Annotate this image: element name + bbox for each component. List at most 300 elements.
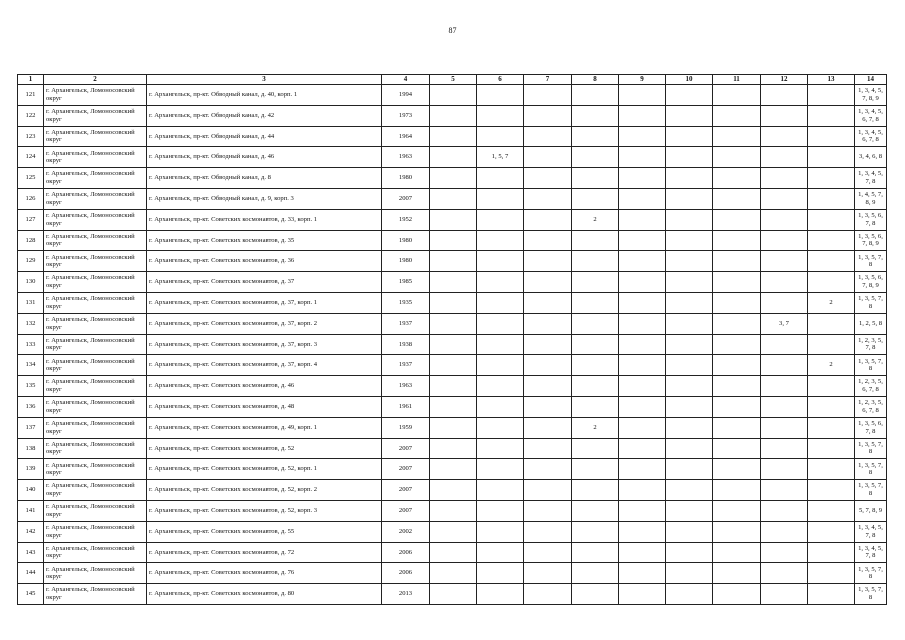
table-row: [18, 521, 887, 542]
col6-cell: [477, 584, 524, 605]
col14-cell: 1, 2, 3, 5, 6, 7, 8: [855, 396, 887, 417]
table-row: [18, 85, 887, 106]
col14-cell: 1, 3, 4, 5, 7, 8: [855, 168, 887, 189]
col5-cell: [430, 313, 477, 334]
row-number-cell: 129: [18, 251, 44, 272]
col14-cell: 1, 3, 4, 5, 7, 8: [855, 521, 887, 542]
address-cell: г. Архангельск, пр-кт. Обводный канал, д. 8: [147, 168, 382, 189]
col8-cell: [572, 292, 619, 313]
col6-cell: [477, 126, 524, 147]
column-header: 4: [382, 75, 430, 85]
column-header: 8: [572, 75, 619, 85]
col10-cell: [666, 230, 713, 251]
col5-cell: [430, 355, 477, 376]
col13-cell: [808, 584, 855, 605]
address-cell: г. Архангельск, пр-кт. Советских космонавтов, д. 52, корп. 1: [147, 459, 382, 480]
col6-cell: [477, 251, 524, 272]
column-header: 13: [808, 75, 855, 85]
col13-cell: [808, 438, 855, 459]
col8-cell: [572, 272, 619, 293]
col9-cell: [619, 500, 666, 521]
address-cell: г. Архангельск, пр-кт. Советских космонавтов, д. 35: [147, 230, 382, 251]
col6-cell: [477, 542, 524, 563]
col11-cell: [713, 313, 761, 334]
address-cell: г. Архангельск, пр-кт. Советских космонавтов, д. 52, корп. 2: [147, 480, 382, 501]
col10-cell: [666, 542, 713, 563]
row-number-cell: 133: [18, 334, 44, 355]
col11-cell: [713, 105, 761, 126]
col11-cell: [713, 168, 761, 189]
row-number-cell: 132: [18, 313, 44, 334]
col9-cell: [619, 334, 666, 355]
col10-cell: [666, 334, 713, 355]
col8-cell: [572, 188, 619, 209]
column-header: 1: [18, 75, 44, 85]
address-cell: г. Архангельск, пр-кт. Советских космонавтов, д. 55: [147, 521, 382, 542]
year-cell: 1980: [382, 230, 430, 251]
row-number-cell: 127: [18, 209, 44, 230]
col5-cell: [430, 105, 477, 126]
col5-cell: [430, 438, 477, 459]
table-row: [18, 584, 887, 605]
col8-cell: [572, 459, 619, 480]
col13-cell: [808, 459, 855, 480]
column-header: 2: [44, 75, 147, 85]
address-cell: г. Архангельск, пр-кт. Обводный канал, д. 44: [147, 126, 382, 147]
row-number-cell: 138: [18, 438, 44, 459]
row-number-cell: 134: [18, 355, 44, 376]
col13-cell: [808, 85, 855, 106]
col8-cell: [572, 396, 619, 417]
row-number-cell: 123: [18, 126, 44, 147]
col7-cell: [524, 584, 572, 605]
col8-cell: [572, 147, 619, 168]
col5-cell: [430, 168, 477, 189]
col6-cell: [477, 480, 524, 501]
col13-cell: [808, 521, 855, 542]
col8-cell: [572, 500, 619, 521]
district-cell: г. Архангельск, Ломоносовский округ: [44, 396, 147, 417]
col7-cell: [524, 355, 572, 376]
col10-cell: [666, 251, 713, 272]
column-header: 6: [477, 75, 524, 85]
year-cell: 1952: [382, 209, 430, 230]
col12-cell: [761, 480, 808, 501]
col13-cell: [808, 334, 855, 355]
col9-cell: [619, 376, 666, 397]
col9-cell: [619, 584, 666, 605]
district-cell: г. Архангельск, Ломоносовский округ: [44, 147, 147, 168]
col12-cell: [761, 334, 808, 355]
col5-cell: [430, 147, 477, 168]
table-row: [18, 396, 887, 417]
table-body: [18, 85, 887, 605]
col8-cell: [572, 355, 619, 376]
table-row: [18, 188, 887, 209]
col12-cell: [761, 126, 808, 147]
col10-cell: [666, 438, 713, 459]
year-cell: 2006: [382, 563, 430, 584]
col7-cell: [524, 168, 572, 189]
col12-cell: [761, 376, 808, 397]
col12-cell: [761, 85, 808, 106]
col14-cell: 1, 3, 4, 5, 6, 7, 8: [855, 126, 887, 147]
col12-cell: [761, 188, 808, 209]
col12-cell: [761, 417, 808, 438]
col8-cell: [572, 376, 619, 397]
column-header: 9: [619, 75, 666, 85]
district-cell: г. Архангельск, Ломоносовский округ: [44, 230, 147, 251]
col5-cell: [430, 584, 477, 605]
col7-cell: [524, 105, 572, 126]
page-number: 87: [448, 26, 457, 35]
col14-cell: 1, 3, 5, 7, 8: [855, 251, 887, 272]
col5-cell: [430, 334, 477, 355]
col10-cell: [666, 355, 713, 376]
col12-cell: [761, 459, 808, 480]
column-header: 14: [855, 75, 887, 85]
year-cell: 2007: [382, 480, 430, 501]
address-cell: г. Архангельск, пр-кт. Советских космонавтов, д. 52, корп. 3: [147, 500, 382, 521]
row-number-cell: 137: [18, 417, 44, 438]
address-cell: г. Архангельск, пр-кт. Обводный канал, д. 46: [147, 147, 382, 168]
row-number-cell: 145: [18, 584, 44, 605]
year-cell: 1994: [382, 85, 430, 106]
col12-cell: [761, 396, 808, 417]
col14-cell: 1, 3, 4, 5, 7, 8, 9: [855, 85, 887, 106]
col9-cell: [619, 521, 666, 542]
col11-cell: [713, 459, 761, 480]
col13-cell: [808, 376, 855, 397]
col10-cell: [666, 292, 713, 313]
district-cell: г. Архангельск, Ломоносовский округ: [44, 417, 147, 438]
col6-cell: [477, 105, 524, 126]
col9-cell: [619, 230, 666, 251]
col7-cell: [524, 230, 572, 251]
col14-cell: 1, 2, 3, 5, 7, 8: [855, 334, 887, 355]
col12-cell: [761, 105, 808, 126]
col10-cell: [666, 85, 713, 106]
col14-cell: 1, 3, 5, 7, 8: [855, 480, 887, 501]
col12-cell: [761, 355, 808, 376]
year-cell: 1980: [382, 251, 430, 272]
col12-cell: [761, 563, 808, 584]
col9-cell: [619, 459, 666, 480]
col7-cell: [524, 376, 572, 397]
col11-cell: [713, 334, 761, 355]
year-cell: 1973: [382, 105, 430, 126]
col10-cell: [666, 521, 713, 542]
address-cell: г. Архангельск, пр-кт. Советских космонавтов, д. 36: [147, 251, 382, 272]
col8-cell: [572, 85, 619, 106]
col6-cell: [477, 355, 524, 376]
col11-cell: [713, 230, 761, 251]
year-cell: 1964: [382, 126, 430, 147]
col7-cell: [524, 272, 572, 293]
col12-cell: 3, 7: [761, 313, 808, 334]
col5-cell: [430, 188, 477, 209]
col6-cell: [477, 500, 524, 521]
col12-cell: [761, 292, 808, 313]
col13-cell: [808, 188, 855, 209]
table-row: [18, 334, 887, 355]
col8-cell: [572, 542, 619, 563]
col14-cell: 3, 4, 6, 8: [855, 147, 887, 168]
col10-cell: [666, 417, 713, 438]
district-cell: г. Архангельск, Ломоносовский округ: [44, 272, 147, 293]
district-cell: г. Архангельск, Ломоносовский округ: [44, 438, 147, 459]
register-table: [17, 74, 887, 605]
col7-cell: [524, 334, 572, 355]
col13-cell: [808, 105, 855, 126]
table-row: [18, 480, 887, 501]
col6-cell: [477, 334, 524, 355]
col14-cell: 1, 3, 5, 6, 7, 8: [855, 417, 887, 438]
col8-cell: [572, 251, 619, 272]
col8-cell: 2: [572, 417, 619, 438]
district-cell: г. Архангельск, Ломоносовский округ: [44, 251, 147, 272]
col12-cell: [761, 251, 808, 272]
row-number-cell: 135: [18, 376, 44, 397]
col9-cell: [619, 438, 666, 459]
col9-cell: [619, 355, 666, 376]
col5-cell: [430, 376, 477, 397]
col9-cell: [619, 292, 666, 313]
row-number-cell: 131: [18, 292, 44, 313]
address-cell: г. Архангельск, пр-кт. Советских космонавтов, д. 37: [147, 272, 382, 293]
table-row: [18, 251, 887, 272]
col6-cell: [477, 188, 524, 209]
col14-cell: 1, 3, 4, 5, 6, 7, 8: [855, 105, 887, 126]
col9-cell: [619, 168, 666, 189]
col14-cell: 1, 4, 5, 7, 8, 9: [855, 188, 887, 209]
district-cell: г. Архангельск, Ломоносовский округ: [44, 313, 147, 334]
col13-cell: [808, 563, 855, 584]
table-row: [18, 272, 887, 293]
col13-cell: [808, 272, 855, 293]
col8-cell: [572, 521, 619, 542]
col8-cell: [572, 313, 619, 334]
year-cell: 1985: [382, 272, 430, 293]
address-cell: г. Архангельск, пр-кт. Советских космонавтов, д. 80: [147, 584, 382, 605]
address-cell: г. Архангельск, пр-кт. Обводный канал, д. 42: [147, 105, 382, 126]
col14-cell: 1, 3, 5, 6, 7, 8, 9: [855, 230, 887, 251]
col10-cell: [666, 376, 713, 397]
col9-cell: [619, 126, 666, 147]
col6-cell: [477, 459, 524, 480]
col7-cell: [524, 126, 572, 147]
col13-cell: [808, 480, 855, 501]
year-cell: 1935: [382, 292, 430, 313]
col5-cell: [430, 396, 477, 417]
row-number-cell: 124: [18, 147, 44, 168]
col7-cell: [524, 542, 572, 563]
year-cell: 1937: [382, 313, 430, 334]
col6-cell: [477, 230, 524, 251]
col11-cell: [713, 563, 761, 584]
district-cell: г. Архангельск, Ломоносовский округ: [44, 105, 147, 126]
col11-cell: [713, 251, 761, 272]
row-number-cell: 130: [18, 272, 44, 293]
col10-cell: [666, 396, 713, 417]
col5-cell: [430, 251, 477, 272]
col6-cell: [477, 563, 524, 584]
col8-cell: [572, 230, 619, 251]
col12-cell: [761, 209, 808, 230]
col14-cell: 1, 3, 5, 7, 8: [855, 292, 887, 313]
col13-cell: [808, 542, 855, 563]
col7-cell: [524, 292, 572, 313]
col11-cell: [713, 438, 761, 459]
col8-cell: [572, 105, 619, 126]
row-number-cell: 122: [18, 105, 44, 126]
address-cell: г. Архангельск, пр-кт. Советских космонавтов, д. 46: [147, 376, 382, 397]
row-number-cell: 139: [18, 459, 44, 480]
row-number-cell: 140: [18, 480, 44, 501]
col7-cell: [524, 521, 572, 542]
col6-cell: [477, 417, 524, 438]
col7-cell: [524, 438, 572, 459]
column-header: 10: [666, 75, 713, 85]
col13-cell: [808, 396, 855, 417]
row-number-cell: 141: [18, 500, 44, 521]
col5-cell: [430, 459, 477, 480]
table-row: [18, 168, 887, 189]
district-cell: г. Архангельск, Ломоносовский округ: [44, 85, 147, 106]
col9-cell: [619, 209, 666, 230]
year-cell: 2007: [382, 500, 430, 521]
col5-cell: [430, 521, 477, 542]
col10-cell: [666, 272, 713, 293]
year-cell: 1937: [382, 355, 430, 376]
col9-cell: [619, 251, 666, 272]
col11-cell: [713, 542, 761, 563]
col14-cell: 1, 3, 5, 7, 8: [855, 355, 887, 376]
district-cell: г. Архангельск, Ломоносовский округ: [44, 355, 147, 376]
col12-cell: [761, 230, 808, 251]
district-cell: г. Архангельск, Ломоносовский округ: [44, 168, 147, 189]
col11-cell: [713, 417, 761, 438]
col11-cell: [713, 480, 761, 501]
col5-cell: [430, 292, 477, 313]
district-cell: г. Архангельск, Ломоносовский округ: [44, 376, 147, 397]
year-cell: 2007: [382, 438, 430, 459]
col5-cell: [430, 126, 477, 147]
col13-cell: [808, 251, 855, 272]
col11-cell: [713, 500, 761, 521]
table-row: [18, 563, 887, 584]
district-cell: г. Архангельск, Ломоносовский округ: [44, 334, 147, 355]
col12-cell: [761, 584, 808, 605]
col9-cell: [619, 272, 666, 293]
col14-cell: 1, 3, 5, 7, 8: [855, 584, 887, 605]
col11-cell: [713, 584, 761, 605]
row-number-cell: 126: [18, 188, 44, 209]
district-cell: г. Архангельск, Ломоносовский округ: [44, 459, 147, 480]
col5-cell: [430, 542, 477, 563]
col6-cell: [477, 376, 524, 397]
col10-cell: [666, 563, 713, 584]
col6-cell: [477, 209, 524, 230]
row-number-cell: 128: [18, 230, 44, 251]
year-cell: 1963: [382, 147, 430, 168]
district-cell: г. Архангельск, Ломоносовский округ: [44, 500, 147, 521]
col10-cell: [666, 459, 713, 480]
row-number-cell: 125: [18, 168, 44, 189]
col12-cell: [761, 521, 808, 542]
col7-cell: [524, 147, 572, 168]
district-cell: г. Архангельск, Ломоносовский округ: [44, 584, 147, 605]
col8-cell: [572, 563, 619, 584]
year-cell: 2002: [382, 521, 430, 542]
col6-cell: [477, 168, 524, 189]
district-cell: г. Архангельск, Ломоносовский округ: [44, 126, 147, 147]
col11-cell: [713, 355, 761, 376]
col14-cell: 1, 3, 5, 7, 8: [855, 459, 887, 480]
col14-cell: 1, 2, 3, 5, 6, 7, 8: [855, 376, 887, 397]
year-cell: 1938: [382, 334, 430, 355]
col5-cell: [430, 480, 477, 501]
col14-cell: 1, 3, 5, 6, 7, 8: [855, 209, 887, 230]
year-cell: 2013: [382, 584, 430, 605]
table-row: [18, 230, 887, 251]
col12-cell: [761, 542, 808, 563]
col14-cell: 5, 7, 8, 9: [855, 500, 887, 521]
col8-cell: [572, 334, 619, 355]
col10-cell: [666, 147, 713, 168]
column-header: 11: [713, 75, 761, 85]
col9-cell: [619, 396, 666, 417]
col6-cell: [477, 521, 524, 542]
district-cell: г. Архангельск, Ломоносовский округ: [44, 480, 147, 501]
row-number-cell: 142: [18, 521, 44, 542]
col13-cell: [808, 500, 855, 521]
col9-cell: [619, 542, 666, 563]
col14-cell: 1, 3, 5, 7, 8: [855, 438, 887, 459]
col9-cell: [619, 563, 666, 584]
year-cell: 2006: [382, 542, 430, 563]
year-cell: 1980: [382, 168, 430, 189]
year-cell: 1961: [382, 396, 430, 417]
col11-cell: [713, 85, 761, 106]
table-row: [18, 459, 887, 480]
col13-cell: [808, 313, 855, 334]
row-number-cell: 143: [18, 542, 44, 563]
column-header: 12: [761, 75, 808, 85]
col12-cell: [761, 168, 808, 189]
col5-cell: [430, 563, 477, 584]
year-cell: 2007: [382, 459, 430, 480]
col7-cell: [524, 480, 572, 501]
col10-cell: [666, 188, 713, 209]
row-number-cell: 136: [18, 396, 44, 417]
col5-cell: [430, 230, 477, 251]
col11-cell: [713, 521, 761, 542]
col7-cell: [524, 417, 572, 438]
col11-cell: [713, 126, 761, 147]
col12-cell: [761, 500, 808, 521]
col7-cell: [524, 459, 572, 480]
col8-cell: [572, 480, 619, 501]
col6-cell: [477, 292, 524, 313]
table-row: [18, 105, 887, 126]
col12-cell: [761, 272, 808, 293]
table-row: [18, 292, 887, 313]
table-header-row: [18, 75, 887, 85]
col6-cell: [477, 438, 524, 459]
col11-cell: [713, 396, 761, 417]
col11-cell: [713, 209, 761, 230]
